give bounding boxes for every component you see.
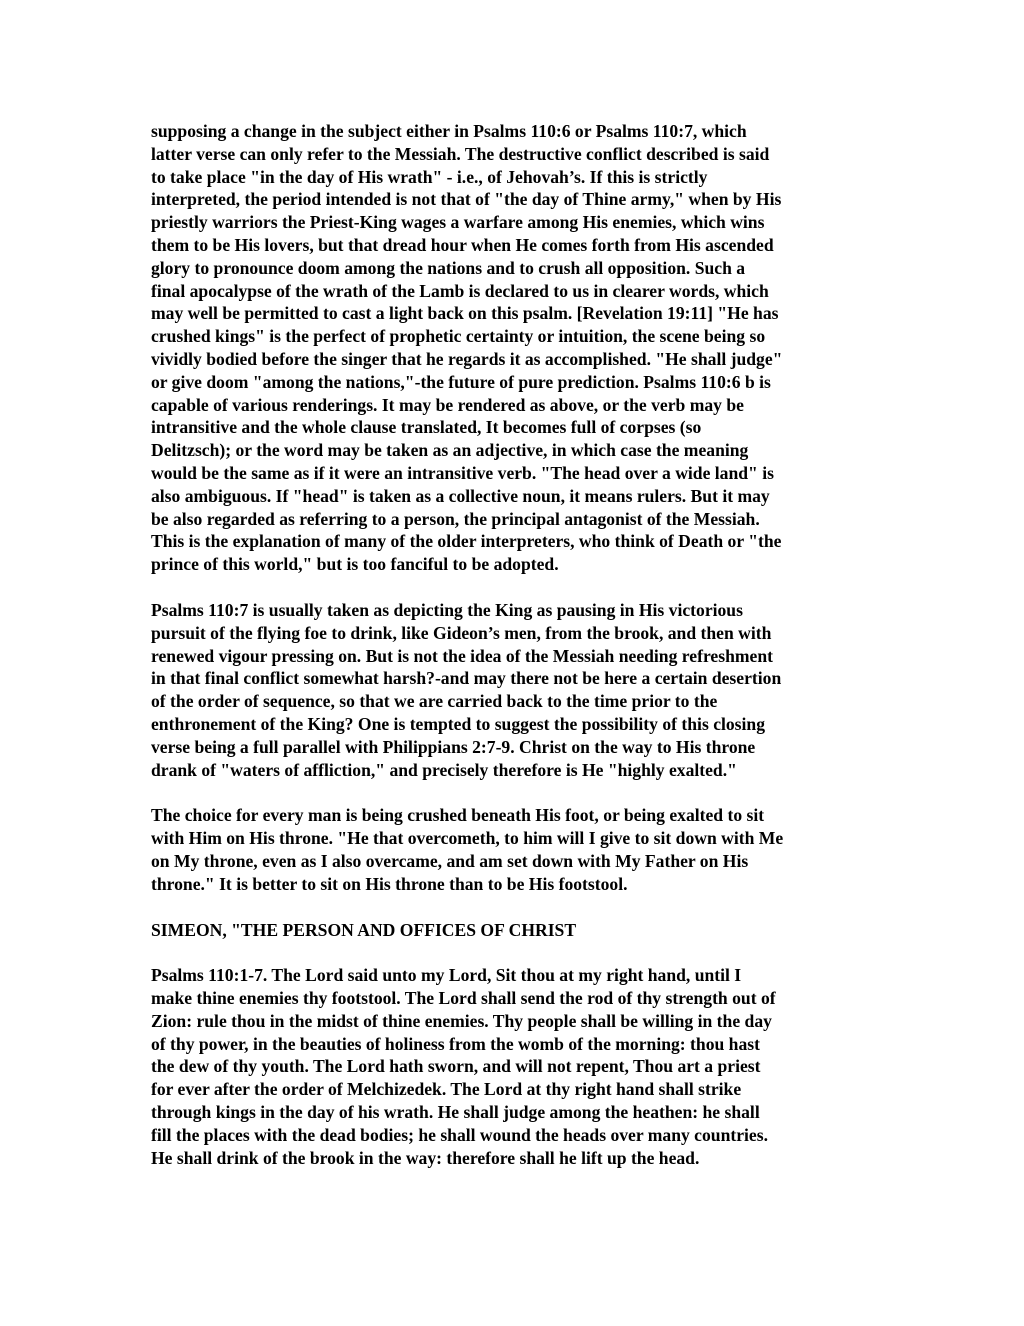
text-line: latter verse can only refer to the Messiah. The destructive conflict described is said [151,143,770,164]
section-heading [151,919,881,942]
text-line: capable of various renderings. It may be rendered as above, or the verb may be [151,394,744,415]
text-line: may well be permitted to cast a light back on this psalm. [Revelation 19:11] "He has [151,303,779,324]
text-line: enthronement of the King? One is tempted to suggest the possibility of this closing [151,713,766,734]
text-line: glory to pronounce doom among the nations and to crush all opposition. Such a [151,257,746,278]
text-line: throne." It is better to sit on His throne than to be His footstool. [151,873,628,894]
text-line: Psalms 110:7 is usually taken as depicting the King as pausing in His victorious [151,599,743,620]
text-line: final apocalypse of the wrath of the Lamb is declared to us in clearer words, which [151,280,769,301]
text-line: also ambiguous. If "head" is taken as a collective noun, it means rulers. But it may [151,485,770,506]
text-line: of the order of sequence, so that we are carried back to the time prior to the [151,691,718,712]
text-line: supposing a change in the subject either in Psalms 110:6 or Psalms 110:7, which [151,121,747,141]
text-line: the dew of thy youth. The Lord hath sworn, and will not repent, Thou art a priest [151,1056,761,1077]
paragraph-3 [151,804,881,895]
text-line: with Him on His throne. "He that overcometh, to him will I give to sit down with Me [151,828,784,849]
paragraph-5 [151,964,881,1169]
text-line: renewed vigour pressing on. But is not the idea of the Messiah needing refreshment [151,645,773,666]
text-line: Delitzsch); or the word may be taken as an adjective, in which case the meaning [151,440,749,461]
text-line: or give doom "among the nations,"-the future of pure prediction. Psalms 110:6 b is [151,371,771,392]
paragraph-2 [151,599,881,781]
text-line: be also regarded as referring to a person, the principal antagonist of the Messiah. [151,508,760,529]
text-line: drank of "waters of affliction," and precisely therefore is He "highly exalted." [151,759,737,780]
text-line: for ever after the order of Melchizedek. The Lord at thy right hand shall strike [151,1079,742,1100]
text-line: would be the same as if it were an intransitive verb. "The head over a wide land" is [151,462,774,483]
text-line: of thy power, in the beauties of holiness from the womb of the morning: thou hast [151,1033,760,1054]
text-line: fill the places with the dead bodies; he shall wound the heads over many countries. [151,1124,768,1145]
heading-line: SIMEON, "THE PERSON AND OFFICES OF CHRIST [151,919,577,940]
text-line: prince of this world," but is too fanciful to be adopted. [151,554,559,575]
text-line: in that final conflict somewhat harsh?-and may there not be here a certain desertion [151,668,782,689]
document-page [151,120,881,1192]
text-line: crushed kings" is the perfect of prophetic certainty or intuition, the scene being so [151,326,766,347]
text-line: priestly warriors the Priest-King wages a warfare among His enemies, which wins [151,212,765,233]
text-line: The choice for every man is being crushed beneath His foot, or being exalted to sit [151,805,765,826]
text-line: pursuit of the flying foe to drink, like Gideon’s men, from the brook, and then with [151,622,772,643]
text-line: verse being a full parallel with Philippians 2:7-9. Christ on the way to His throne [151,736,756,757]
text-line: them to be His lovers, but that dread hour when He comes forth from His ascended [151,234,774,255]
text-line: to take place "in the day of His wrath" - i.e., of Jehovah’s. If this is strictly [151,166,708,187]
text-line: Zion: rule thou in the midst of thine enemies. Thy people shall be willing in the day [151,1010,772,1031]
text-line: intransitive and the whole clause translated, It becomes full of corpses (so [151,417,702,438]
text-line: through kings in the day of his wrath. He shall judge among the heathen: he shall [151,1102,760,1123]
text-line: Psalms 110:1-7. The Lord said unto my Lord, Sit thou at my right hand, until I [151,965,742,986]
paragraph-1 [151,120,881,576]
text-line: He shall drink of the brook in the way: therefore shall he lift up the head. [151,1147,700,1168]
text-line: vividly bodied before the singer that he regards it as accomplished. "He shall judge" [151,348,783,369]
text-line: on My throne, even as I also overcame, and am set down with My Father on His [151,850,749,871]
text-line: make thine enemies thy footstool. The Lord shall send the rod of thy strength out of [151,988,776,1009]
text-line: interpreted, the period intended is not that of "the day of Thine army," when by His [151,189,782,210]
text-line: This is the explanation of many of the older interpreters, who think of Death or "the [151,531,782,552]
